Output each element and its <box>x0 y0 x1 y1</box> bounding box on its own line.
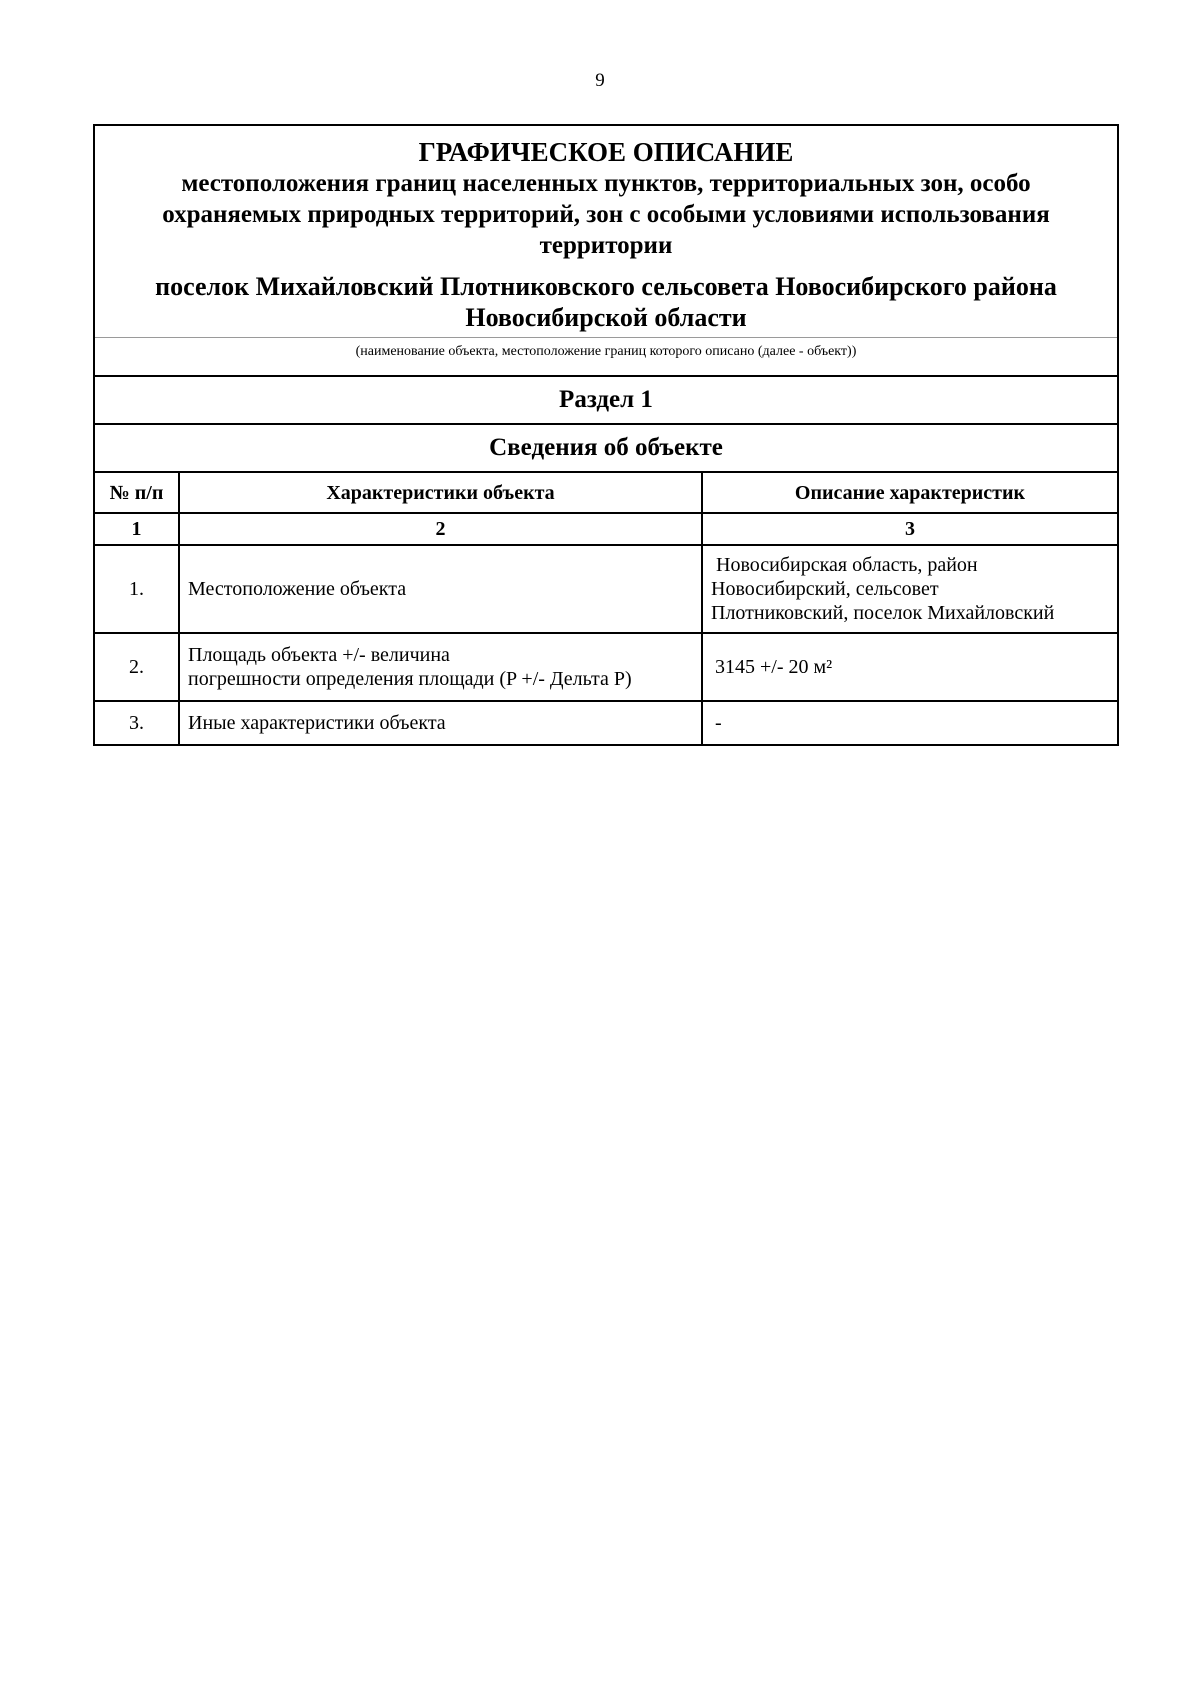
page-number: 9 <box>595 70 605 91</box>
description-line: Новосибирская область, район <box>711 554 978 576</box>
table-header-row <box>95 472 1117 513</box>
characteristic-cell <box>179 633 702 701</box>
characteristic-text: Местоположение объекта <box>188 578 407 600</box>
row-number: 1. <box>95 545 179 633</box>
characteristic-cell <box>179 701 702 744</box>
table-row <box>95 701 1117 744</box>
description-line: Новосибирский, сельсовет <box>711 578 939 600</box>
column-number-row <box>95 513 1117 545</box>
description-cell <box>702 701 1117 744</box>
title-block <box>95 126 1117 337</box>
section-heading: Сведения об объекте <box>95 423 1117 471</box>
column-header-description: Описание характеристик <box>702 472 1117 513</box>
description-line: Плотниковский, поселок Михайловский <box>711 602 1055 624</box>
table-row <box>95 633 1117 701</box>
column-number-3: 3 <box>702 513 1117 545</box>
column-number-1: 1 <box>95 513 179 545</box>
characteristic-text: Иные характеристики объекта <box>188 712 446 734</box>
description-cell <box>702 545 1117 633</box>
characteristic-text: погрешности определения площади (P +/- Дельта P) <box>188 668 632 690</box>
characteristic-text: Площадь объекта +/- величина <box>188 644 450 666</box>
object-name-caption: (наименование объекта, местоположение границ которого описано (далее - объект)) <box>95 337 1117 375</box>
row-number: 3. <box>95 701 179 744</box>
document-title: ГРАФИЧЕСКОЕ ОПИСАНИЕ <box>418 137 794 167</box>
section-label: Раздел 1 <box>95 375 1117 423</box>
characteristic-cell <box>179 545 702 633</box>
object-info-table <box>95 471 1117 744</box>
description-cell <box>702 633 1117 701</box>
graphic-description-document <box>93 124 1119 746</box>
document-subtitle-line-3: территории <box>539 232 673 259</box>
table-row <box>95 545 1117 633</box>
document-subtitle-line-1: местоположения границ населенных пунктов, территориальных зон, особо <box>181 170 1031 197</box>
column-number-2: 2 <box>179 513 702 545</box>
column-header-characteristic: Характеристики объекта <box>179 472 702 513</box>
document-subtitle-line-2: охраняемых природных территорий, зон с особыми условиями использования <box>162 201 1050 228</box>
object-name-line-1: поселок Михайловский Плотниковского сельсовета Новосибирского района <box>155 272 1057 301</box>
description-line: 3145 +/- 20 м² <box>715 656 833 678</box>
column-header-number: № п/п <box>95 472 179 513</box>
description-line: - <box>715 712 722 734</box>
row-number: 2. <box>95 633 179 701</box>
object-name-line-2: Новосибирской области <box>465 303 747 332</box>
